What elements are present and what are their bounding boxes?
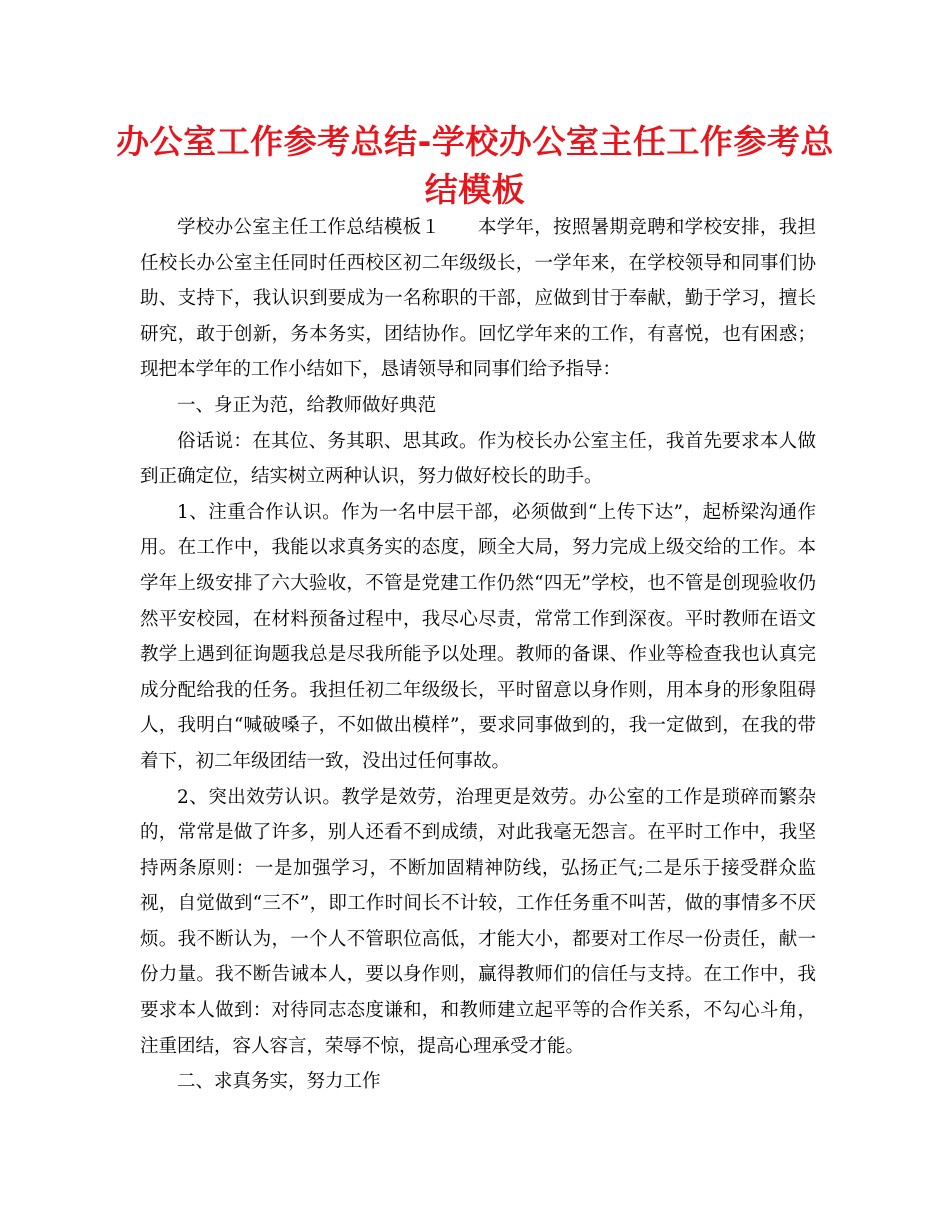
heading-section-one: 一、身正为范，给教师做好典范 [177,394,437,416]
paragraph-section-one-intro: 俗话说：在其位、务其职、思其政。作为校长办公室主任，我首先要求本人做到正确定位，结实树立两种认识，努力做好校长的助手。 [140,430,816,488]
document-title: 办公室工作参考总结-学校办公室主任工作参考总结模板 [116,122,834,209]
heading-section-two: 二、求真务实，努力工作 [177,1071,381,1093]
document-body [140,210,816,1100]
paragraph-point-two: 2、突出效劳认识。教学是效劳，治理更是效劳。办公室的工作是琐碎而繁杂的，常常是做了许多，别人还看不到成绩，对此我毫无怨言。在平时工作中，我坚持两条原则：一是加强学习，不断加固精神防线，弘扬正气;二是乐于接受群众监视，自觉做到“三不”，即工作时间长不计较，工作任务重不叫苦，做的事情多不厌烦。我不断认为，一个人不管职位高低，才能大小，都要对工作尽一份责任，献一份力量。我不断告诫本人，要以身作则，赢得教师们的信任与支持。在工作中，我要求本人做到：对待同志态度谦和，和教师建立起平等的合作关系，不勾心斗角，注重团结，容人容言，荣辱不惊，提高心理承受才能。 [140,786,816,1057]
paragraph-point-one: 1、注重合作认识。作为一名中层干部，必须做到“上传下达”，起桥梁沟通作用。在工作中，我能以求真务实的态度，顾全大局，努力完成上级交给的工作。本学年上级安排了六大验收，不管是党建工作仍然“四无”学校，也不管是创现验收仍然平安校园，在材料预备过程中，我尽心尽责，常常工作到深夜。平时教师在语文教学上遇到征询题我总是尽我所能予以处理。教师的备课、作业等检查我也认真完成分配给我的任务。我担任初二年级级长，平时留意以身作则，用本身的形象阻碍人，我明白“喊破嗓子，不如做出模样”，要求同事做到的，我一定做到，在我的带着下，初二年级团结一致，没出过任何事故。 [140,501,816,772]
paragraph-intro: 学校办公室主任工作总结模板１ 本学年，按照暑期竞聘和学校安排，我担任校长办公室主任同时任西校区初二年级级长，一学年来，在学校领导和同事们协助、支持下，我认识到要成为一名称职的干部，应做到甘于奉献，勤于学习，擅长研究，敢于创新，务本务实，团结协作。回忆学年来的工作，有喜悦，也有困惑；现把本学年的工作小结如下，恳请领导和同事们给予指导： [140,217,816,381]
